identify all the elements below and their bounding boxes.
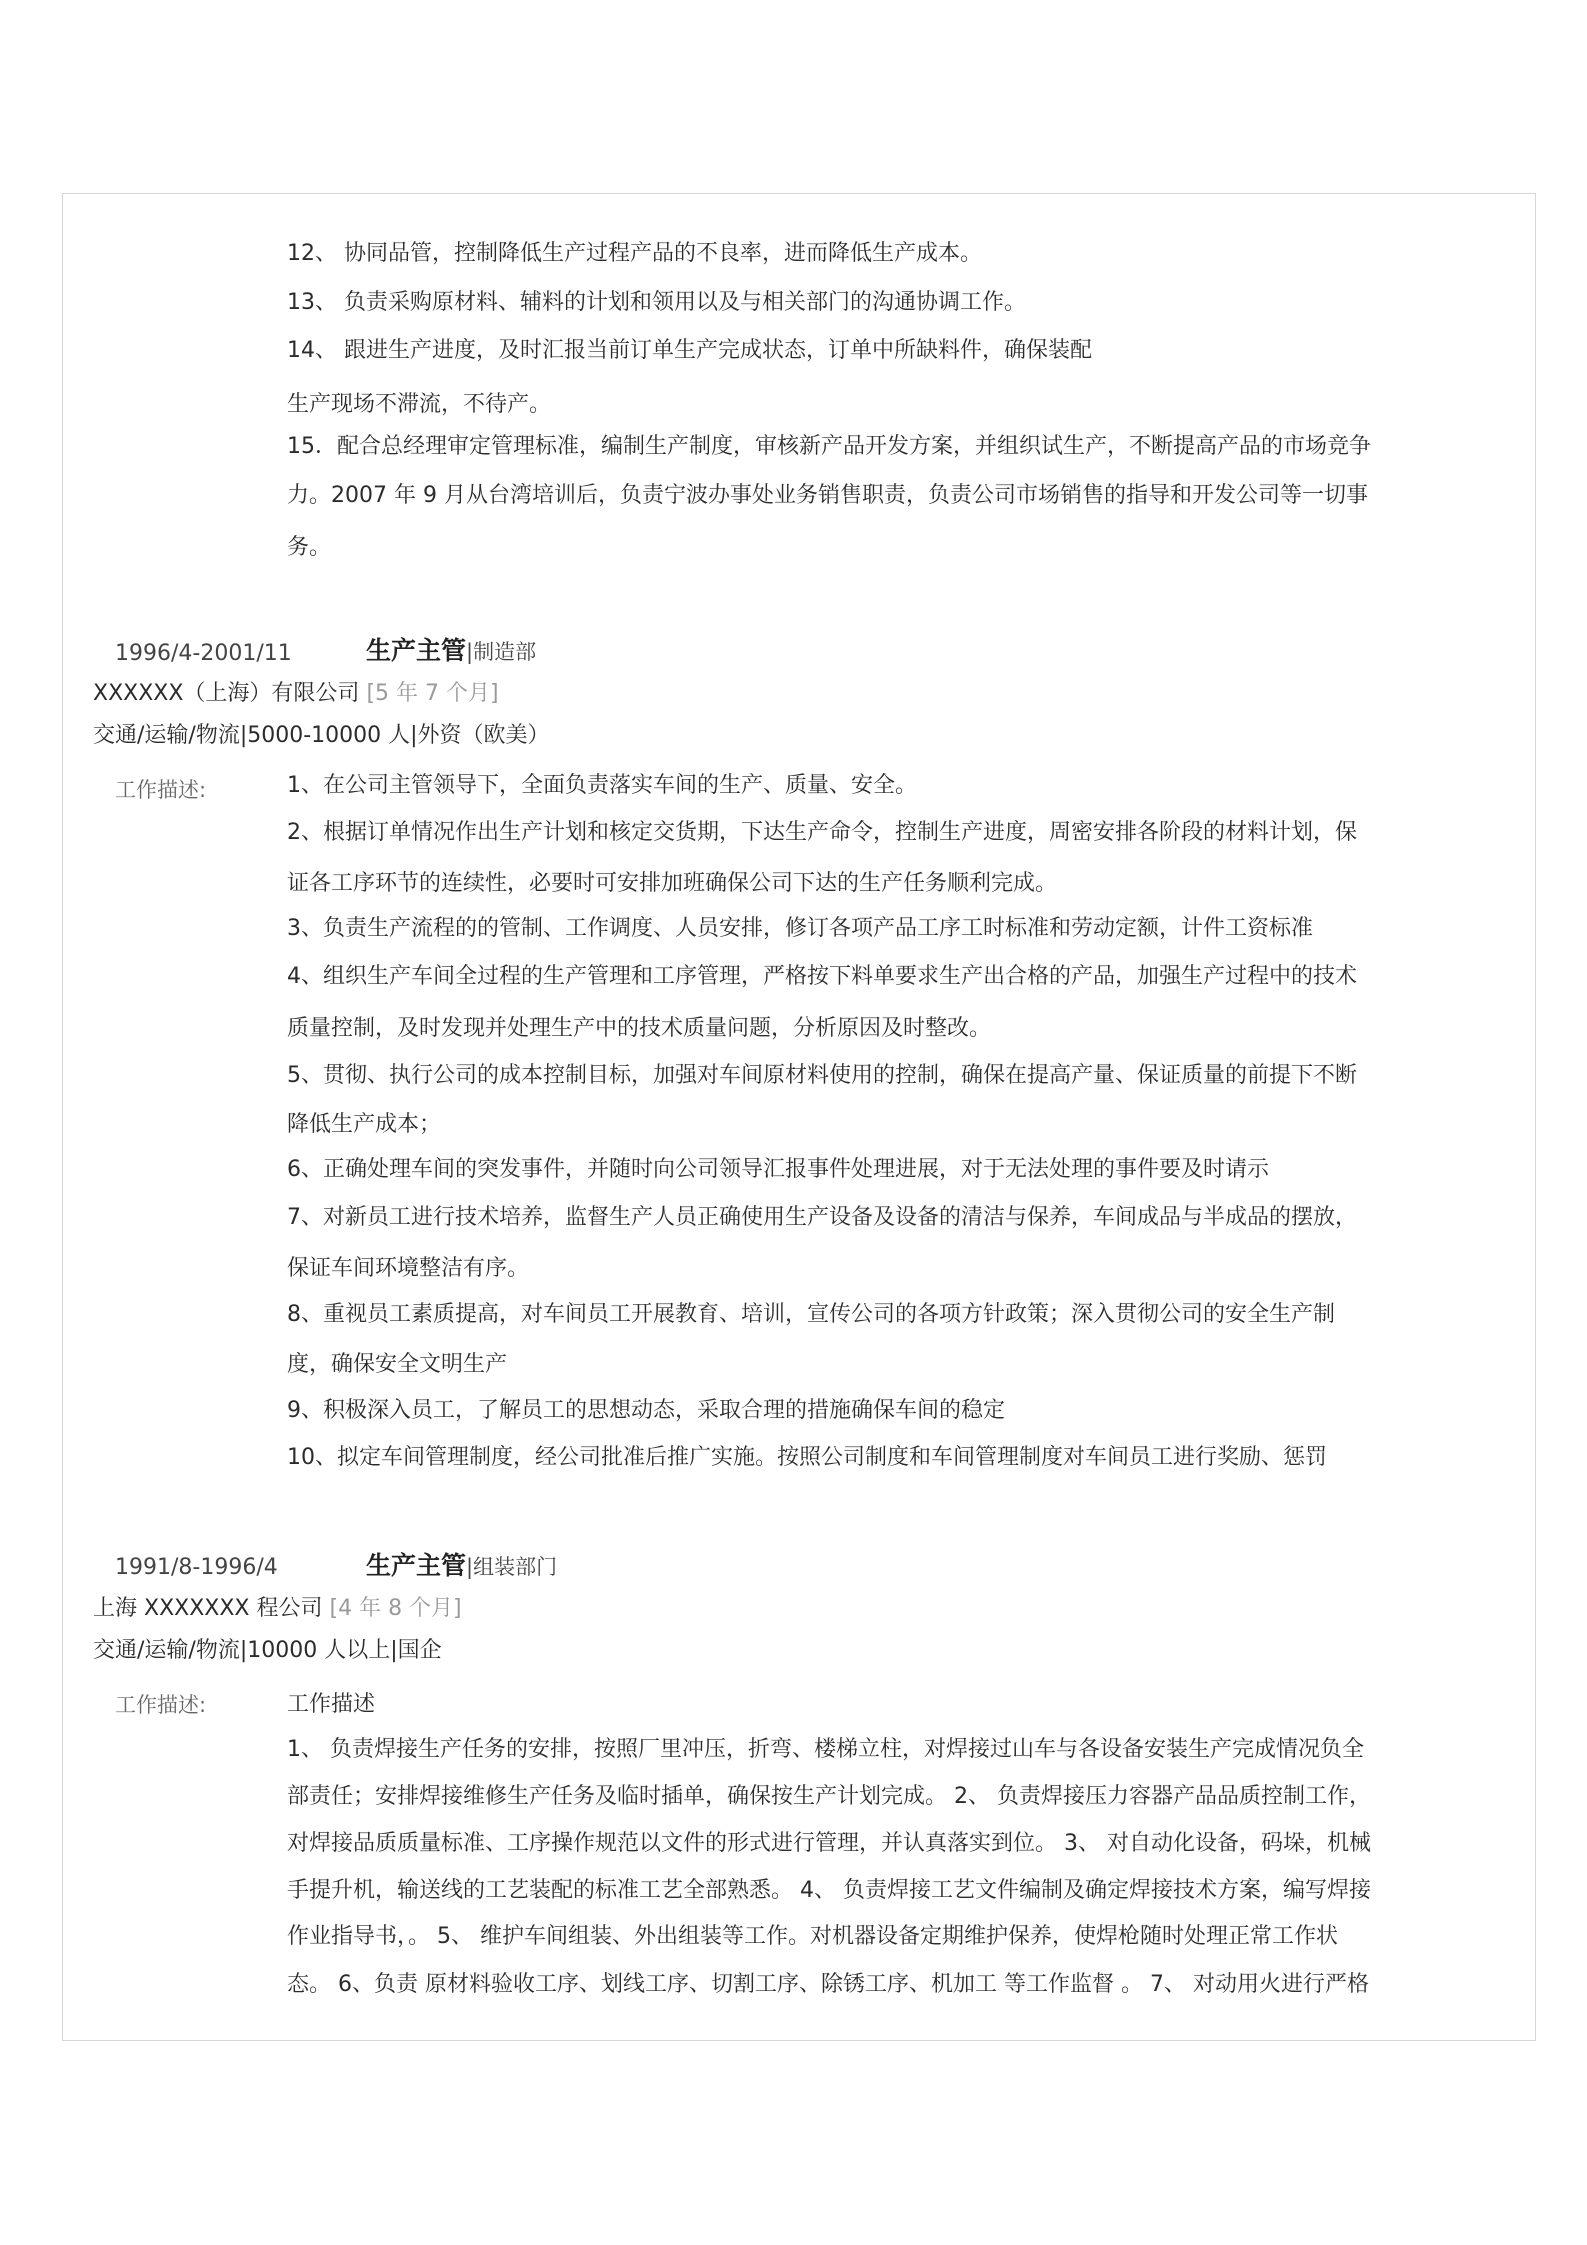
desc-line: 7、对新员工进行技术培养，监督生产人员正确使用生产设备及设备的清洁与保养，车间成品与半成品的摆放， xyxy=(287,1205,1358,1230)
desc-line: 15．配合总经理审定管理标准，编制生产制度，审核新产品开发方案，并组织试生产，不断提高产品的市场竞争 xyxy=(287,434,1371,459)
desc-line: 部责任；安排焊接维修生产任务及临时插单，确保按生产计划完成。 2、 负责焊接压力容器产品品质控制工作， xyxy=(287,1784,1371,1809)
desc-line: 力。2007 年 9 月从台湾培训后，负责宁波办事处业务销售职责，负责公司市场销售的指导和开发公司等一切事 xyxy=(287,483,1368,508)
job-title xyxy=(366,1549,557,1586)
desc-line: 13、 负责采购原材料、辅料的计划和领用以及与相关部门的沟通协调工作。 xyxy=(287,290,1026,315)
desc-line: 9、积极深入员工，了解员工的思想动态，采取合理的措施确保车间的稳定 xyxy=(287,1398,1005,1423)
desc-line: 8、重视员工素质提高，对车间员工开展教育、培训，宣传公司的各项方针政策；深入贯彻公司的安全生产制 xyxy=(287,1302,1336,1327)
desc-line: 1、 负责焊接生产任务的安排，按照厂里冲压，折弯、楼梯立柱，对焊接过山车与各设备安装生产完成情况负全 xyxy=(287,1737,1364,1762)
desc-line: 度，确保安全文明生产 xyxy=(287,1352,508,1377)
desc-line: 降低生产成本； xyxy=(287,1112,442,1137)
desc-label: 工作描述: xyxy=(115,1693,207,1717)
industry-line: 交通/运输/物流|5000-10000 人|外资（欧美） xyxy=(93,723,550,748)
desc-line: 务。 xyxy=(287,535,332,560)
job-position: 生产主管 xyxy=(366,1551,467,1580)
desc-label: 工作描述: xyxy=(115,778,207,802)
company-name: 上海 XXXXXXX 程公司 xyxy=(93,1596,323,1621)
desc-line: 6、正确处理车间的突发事件，并随时向公司领导汇报事件处理进展，对于无法处理的事件要及时请示 xyxy=(287,1157,1270,1182)
desc-line: 10、拟定车间管理制度，经公司批准后推广实施。按照公司制度和车间管理制度对车间员工进行奖励、惩罚 xyxy=(287,1445,1327,1470)
industry-line: 交通/运输/物流|10000 人以上|国企 xyxy=(93,1638,442,1663)
desc-line: 保证车间环境整洁有序。 xyxy=(287,1256,530,1281)
desc-line: 2、根据订单情况作出生产计划和核定交货期，下达生产命令，控制生产进度，周密安排各阶段的材料计划，保 xyxy=(287,820,1358,845)
desc-line: 作业指导书，。 5、 维护车间组装、外出组装等工作。对机器设备定期维护保养，使焊枪随时处理正常工作状 xyxy=(287,1924,1338,1949)
company-line xyxy=(93,679,499,709)
job-duration: [4 年 8 个月] xyxy=(329,1596,462,1621)
company-name: XXXXXX（上海）有限公司 xyxy=(93,681,360,706)
job-department: |组装部门 xyxy=(466,1555,558,1579)
job-department: |制造部 xyxy=(466,640,537,664)
desc-line: 工作描述 xyxy=(287,1692,376,1717)
desc-line: 12、 协同品管，控制降低生产过程产品的不良率，进而降低生产成本。 xyxy=(287,241,982,266)
company-line xyxy=(93,1594,462,1624)
job-date: 1991/8-1996/4 xyxy=(115,1555,278,1580)
desc-line: 3、负责生产流程的的管制、工作调度、人员安排，修订各项产品工序工时标准和劳动定额，计件工资标准 xyxy=(287,916,1314,941)
desc-line: 生产现场不滞流，不待产。 xyxy=(287,392,552,417)
desc-line: 对焊接品质质量标准、工序操作规范以文件的形式进行管理，并认真落实到位。 3、 对自动化设备，码垛，机械 xyxy=(287,1831,1371,1856)
desc-line: 1、在公司主管领导下，全面负责落实车间的生产、质量、安全。 xyxy=(287,773,917,798)
desc-line: 手提升机，输送线的工艺装配的标准工艺全部熟悉。 4、 负责焊接工艺文件编制及确定焊接技术方案，编写焊接 xyxy=(287,1878,1371,1903)
job-position: 生产主管 xyxy=(366,636,467,665)
job-date: 1996/4-2001/11 xyxy=(115,641,292,666)
desc-line: 态。 6、负责 原材料验收工序、划线工序、切割工序、除锈工序、机加工 等工作监督 。 7、 对动用火进行严格 xyxy=(287,1972,1369,1997)
job-duration: [5 年 7 个月] xyxy=(366,681,499,706)
job-title xyxy=(366,634,536,671)
desc-line: 证各工序环节的连续性，必要时可安排加班确保公司下达的生产任务顺利完成。 xyxy=(287,871,1058,896)
desc-line: 5、贯彻、执行公司的成本控制目标，加强对车间原材料使用的控制，确保在提高产量、保证质量的前提下不断 xyxy=(287,1063,1358,1088)
desc-line: 质量控制，及时发现并处理生产中的技术质量问题，分析原因及时整改。 xyxy=(287,1016,992,1041)
desc-line: 4、组织生产车间全过程的生产管理和工序管理，严格按下料单要求生产出合格的产品，加强生产过程中的技术 xyxy=(287,964,1358,989)
desc-line: 14、 跟进生产进度，及时汇报当前订单生产完成状态，订单中所缺料件，确保装配 xyxy=(287,338,1092,363)
